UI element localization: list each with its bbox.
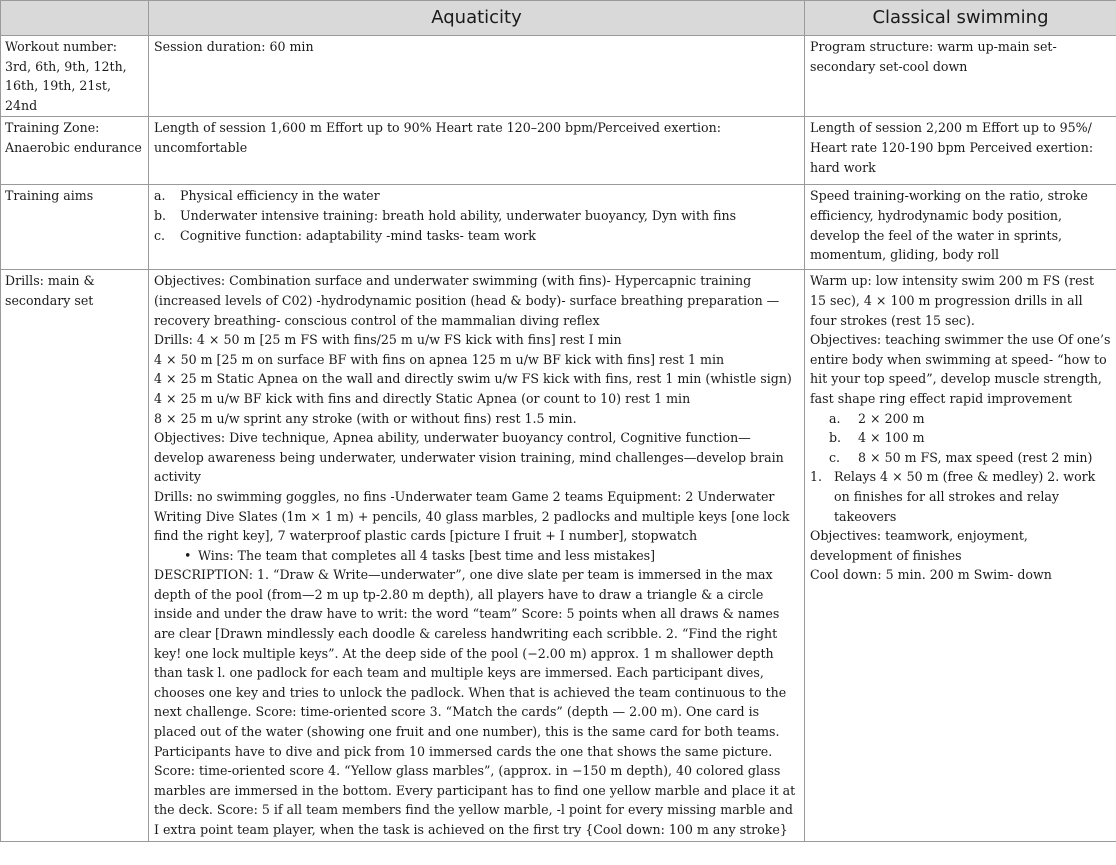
list-item-text: Underwater intensive training: breath hold ability, underwater buoyancy, Dyn with fins [180,207,737,223]
table-row [1,270,1116,841]
list-item-text: Physical efficiency in the water [180,188,380,204]
wins-text: Wins: The team that completes all 4 tasks [best time and less mistakes] [198,547,656,563]
table-row [1,117,1116,185]
header-classical-swimming: Classical swimming [805,1,1116,36]
drill-line: 4 × 50 m [25 m on surface BF with fins on apnea 125 m u/w BF kick with fins] rest 1 min [154,351,725,367]
header-aquaticity: Aquaticity [149,1,805,36]
list-item [810,448,1112,468]
aquaticity-cell: Session duration: 60 min [149,36,805,117]
drill-line: Drills: 4 × 50 m [25 m FS with fins/25 m u/w FS kick with fins] rest I min [154,332,622,348]
wins-bullet [154,546,800,566]
objectives-text: Objectives: teamwork, enjoyment, development of finishes [810,528,1028,563]
aquaticity-cell [149,270,805,841]
list-marker: a. [154,188,166,204]
list-marker: 1. [810,469,823,485]
warmup-text: Warm up: low intensity swim 200 m FS (rest 15 sec), 4 × 100 m progression drills in all four strokes (rest 15 sec). [810,273,1095,328]
drill-line: 4 × 25 m u/w BF kick with fins and directly Static Apnea (or count to 10) rest 1 min [154,390,691,406]
training-aims-list [154,186,800,245]
list-marker: c. [829,449,841,465]
header-blank [1,1,149,36]
objectives-text: Objectives: Combination surface and underwater swimming (with fins)- Hypercapnic training (increased levels of C02) -hydrodynamic position (head & body)- surface breathing preparation — recovery breathing- conscious control of the mammalian diving reflex [154,273,780,328]
drill-line: 8 × 25 m u/w sprint any stroke (with or without fins) rest 1.5 min. [154,410,577,426]
aquaticity-cell: Length of session 1,600 m Effort up to 90% Heart rate 120–200 bpm/Perceived exertion: uncomfortable [149,117,805,185]
relays-item [810,467,1112,526]
description-text: DESCRIPTION: 1. “Draw & Write—underwater”, one dive slate per team is immersed in the max depth of the pool (from—2 m up tp-2.80 m depth), all players have to draw a triangle & a circle inside and under the draw have to writ: the word “team” Score: 5 points when all draws & names are clear [Drawn mindlessly each doodle & careless handwriting each scribble. 2. “Find the right key! one lock multiple keys”. At the deep side of the pool (−2.00 m) approx. 1 m shallower depth than task l. one padlock for each team and multiple keys are immersed. Each participant dives, chooses one key and tries to unlock the padlock. When that is achieved the team continuous to the next challenge. Score: time-oriented score 3. “Match the cards” (depth — 2.00 m). One card is placed out of the water (showing one fruit and one number), this is the same card for both teams. Participants have to dive and pick from 10 immersed cards the one that shows the same picture. Score: time-oriented score 4. “Yellow glass marbles”, (approx. in −150 m depth), 40 colored glass marbles are immersed in the bottom. Every participant has to find one yellow marble and place it at the deck. Score: 5 if all team members find the yellow marble, -l point for every missing marble and I extra point team player, when the task is achieved on the first try {Cool down: 100 m any stroke} [154,567,796,837]
classical-cell: Length of session 2,200 m Effort up to 95%/ Heart rate 120-190 bpm Perceived exertion: hard work [805,117,1116,185]
classical-cell: Program structure: warm up-main set-secondary set-cool down [805,36,1116,117]
list-item [154,206,800,226]
list-item-text: Cognitive function: adaptability -mind tasks- team work [180,227,536,243]
list-marker: a. [829,410,841,426]
classical-cell: Speed training-working on the ratio, stroke efficiency, hydrodynamic body position, develop the feel of the water in sprints, momentum, gliding, body roll [805,185,1116,270]
list-marker: b. [154,207,167,223]
list-marker: c. [154,227,166,243]
row-label: Training Zone: Anaerobic endurance [1,117,149,185]
list-item [810,409,1112,429]
aquaticity-cell [149,185,805,270]
list-item-text: 8 × 50 m FS, max speed (rest 2 min) [858,449,1093,465]
relays-text: Relays 4 × 50 m (free & medley) 2. work on finishes for all strokes and relay takeovers [834,469,1096,524]
row-label: Workout number: 3rd, 6th, 9th, 12th, 16th, 19th, 21st, 24nd [1,36,149,117]
list-item [154,226,800,246]
list-marker: b. [829,430,842,446]
drill-line: 4 × 25 m Static Apnea on the wall and directly swim u/w FS kick with fins, rest 1 min (whistle sign) [154,371,792,387]
list-item-text: 2 × 200 m [858,410,925,426]
bullet-icon: • [184,547,192,563]
row-label: Training aims [1,185,149,270]
header-row [1,1,1116,36]
objectives-text: Objectives: teaching swimmer the use Of one’s entire body when swimming at speed- “how to hit your top speed”, develop muscle strength, fast shape ring effect rapid improvement [810,332,1111,406]
list-item-text: 4 × 100 m [858,430,925,446]
list-item [154,186,800,206]
row-label: Drills: main & secondary set [1,270,149,841]
classical-cell [805,270,1116,841]
equipment-text: Drills: no swimming goggles, no fins -Underwater team Game 2 teams Equipment: 2 Underwater Writing Dive Slates (1m × 1 m) + pencils, 40 glass marbles, 2 padlocks and multiple keys [one lock find the right key], 7 waterproof plastic cards [picture I fruit + I number], stopwatch [154,488,790,544]
table-row [1,36,1116,117]
list-item [810,428,1112,448]
objectives-text: Objectives: Dive technique, Apnea ability, underwater buoyancy control, Cognitive function—develop awareness being underwater, underwater vision training, mind challenges—develop brain activity [154,430,784,485]
table-row [1,185,1116,270]
cooldown-text: Cool down: 5 min. 200 m Swim- down [810,567,1052,583]
